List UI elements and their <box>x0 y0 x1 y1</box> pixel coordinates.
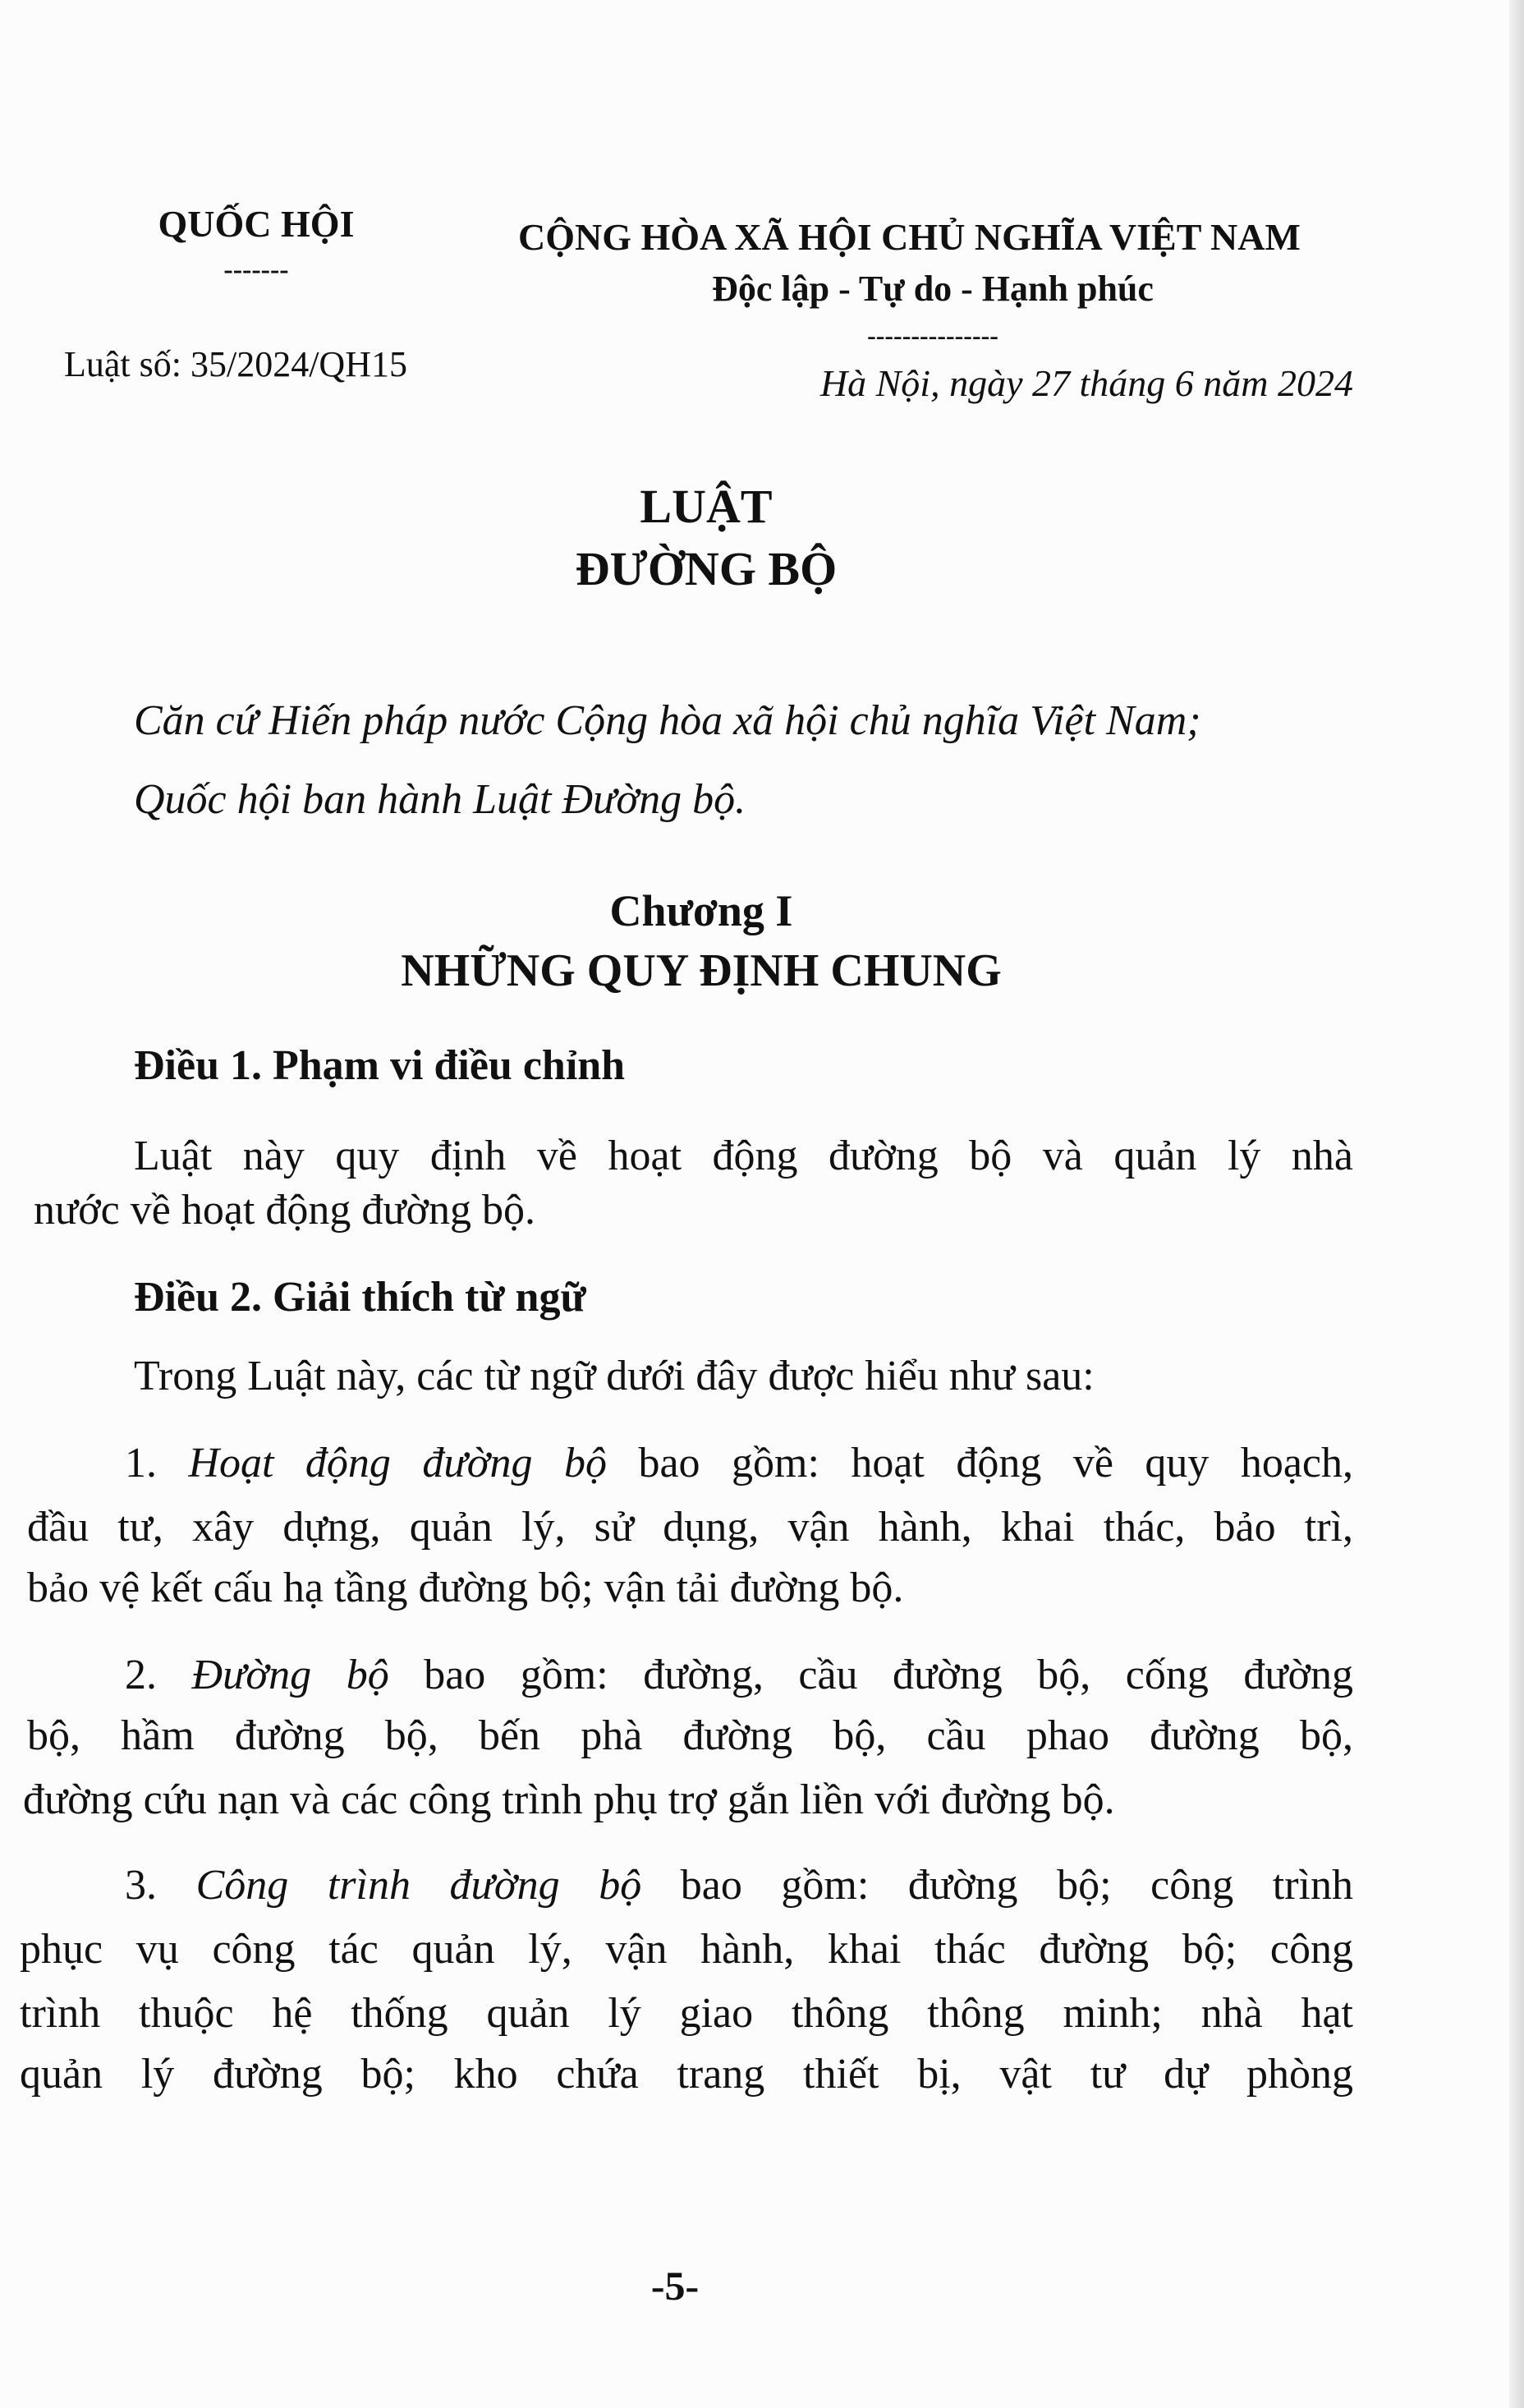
item-number: 2. <box>125 1652 192 1698</box>
definition-line: quản lý đường bộ; kho chứa trang thiết bị, vật tư dự phòng <box>20 2051 1353 2098</box>
item-number: 1. <box>125 1440 189 1487</box>
definition-item-3 <box>125 1864 1353 1907</box>
definition-line: bảo vệ kết cấu hạ tầng đường bộ; vận tải đường bộ. <box>27 1565 904 1611</box>
definition-line: phục vụ công tác quản lý, vận hành, khai thác đường bộ; công <box>20 1926 1353 1973</box>
definition-item-1 <box>125 1442 1353 1485</box>
motto-rule: --------------- <box>867 320 998 350</box>
definition-line: bộ, hầm đường bộ, bến phà đường bộ, cầu phao đường bộ, <box>27 1712 1353 1759</box>
article-2-heading: Điều 2. Giải thích từ ngữ <box>134 1274 586 1321</box>
item-number: 3. <box>125 1862 196 1909</box>
article-1-text: nước về hoạt động đường bộ. <box>34 1187 536 1234</box>
definition-text: bao gồm: đường, cầu đường bộ, cống đường <box>388 1652 1354 1698</box>
country-name: CỘNG HÒA XÃ HỘI CHỦ NGHĨA VIỆT NAM <box>518 216 1301 258</box>
issuer: QUỐC HỘI <box>158 203 355 245</box>
definition-line: trình thuộc hệ thống quản lý giao thông thông minh; nhà hạt <box>20 1990 1353 2037</box>
defined-term: Đường bộ <box>191 1652 389 1698</box>
preamble-line: Quốc hội ban hành Luật Đường bộ. <box>134 776 746 823</box>
definition-text: bao gồm: hoạt động về quy hoạch, <box>606 1440 1353 1487</box>
definition-item-2 <box>125 1654 1353 1697</box>
definition-line: đường cứu nạn và các công trình phụ trợ gắn liền với đường bộ. <box>23 1776 1115 1823</box>
document-title: ĐƯỜNG BỘ <box>575 542 838 595</box>
article-2-intro: Trong Luật này, các từ ngữ dưới đây được hiểu như sau: <box>134 1353 1095 1399</box>
issuer-rule: ------- <box>223 255 289 285</box>
article-1-heading: Điều 1. Phạm vi điều chỉnh <box>134 1042 626 1089</box>
definition-line: đầu tư, xây dựng, quản lý, sử dụng, vận hành, khai thác, bảo trì, <box>27 1504 1353 1551</box>
page-edge <box>1509 0 1524 2408</box>
page-number: -5- <box>650 2263 700 2309</box>
chapter-title: NHỮNG QUY ĐỊNH CHUNG <box>401 945 1002 996</box>
national-motto: Độc lập - Tự do - Hạnh phúc <box>712 269 1154 309</box>
place-date: Hà Nội, ngày 27 tháng 6 năm 2024 <box>819 362 1353 404</box>
definition-text: bao gồm: đường bộ; công trình <box>641 1862 1353 1909</box>
defined-term: Công trình đường bộ <box>195 1862 642 1909</box>
defined-term: Hoạt động đường bộ <box>188 1440 607 1487</box>
article-1-text: Luật này quy định về hoạt động đường bộ và quản lý nhà <box>134 1133 1353 1179</box>
preamble-line: Căn cứ Hiến pháp nước Cộng hòa xã hội chủ nghĩa Việt Nam; <box>134 697 1201 744</box>
law-number: Luật số: 35/2024/QH15 <box>64 344 407 384</box>
document-type: LUẬT <box>640 480 773 533</box>
chapter-number: Chương I <box>609 886 793 935</box>
